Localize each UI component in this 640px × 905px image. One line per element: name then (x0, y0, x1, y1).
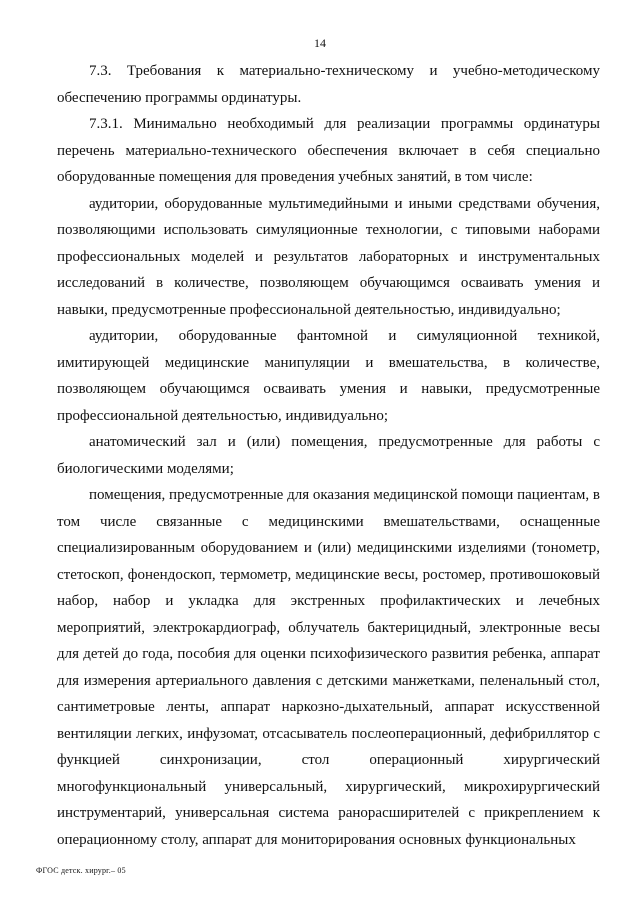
footer-label: ФГОС детск. хирург.– 05 (36, 866, 126, 875)
list-item: анатомический зал и (или) помещения, предусмотренные для работы с биологическими моделями; (57, 434, 600, 477)
list-item: аудитории, оборудованные мультимедийными и иными средствами обучения, позволяющими использовать симуляционные технологии, с типовыми наборами профессиональных моделей и результатов лабораторных и инструментальных исследований в количестве, позволяющем обучающимся осваивать умения и навыки, предусмотренные профессиональной деятельностью, индивидуально; (57, 195, 600, 318)
document-body (57, 58, 600, 853)
section-heading: 7.3. Требования к материально-техническому и учебно-методическому обеспечению программы ординатуры. (57, 63, 600, 106)
list-item: помещения, предусмотренные для оказания медицинской помощи пациентам, в том числе связанные с медицинскими вмешательствами, оснащенные специализированным оборудованием и (или) медицинскими изделиями (тонометр, стетоскоп, фонендоскоп, термометр, медицинские весы, ростомер, противошоковый набор, набор и укладка для экстренных профилактических и лечебных мероприятий, электрокардиограф, облучатель бактерицидный, электронные весы для детей до года, пособия для оценки психофизического развития ребенка, аппарат для измерения артериального давления с детскими манжетками, пеленальный стол, сантиметровые ленты, аппарат наркозно-дыхательный, аппарат искусственной вентиляции легких, инфузомат, отсасыватель послеоперационный, дефибриллятор с функцией синхронизации, стол операционный хирургический многофункциональный универсальный, хирургический, микрохирургический инструментарий, универсальная система ранорасширителей с прикреплением к операционному столу, аппарат для мониторирования основных функциональных (57, 487, 600, 848)
page-number: 14 (314, 36, 326, 50)
subsection-paragraph: 7.3.1. Минимально необходимый для реализации программы ординатуры перечень материально-технического обеспечения включает в себя специально оборудованные помещения для проведения учебных занятий, в том числе: (57, 116, 600, 185)
list-item: аудитории, оборудованные фантомной и симуляционной техникой, имитирующей медицинские манипуляции и вмешательства, в количестве, позволяющем обучающимся осваивать умения и навыки, предусмотренные профессиональной деятельностью, индивидуально; (57, 328, 600, 424)
